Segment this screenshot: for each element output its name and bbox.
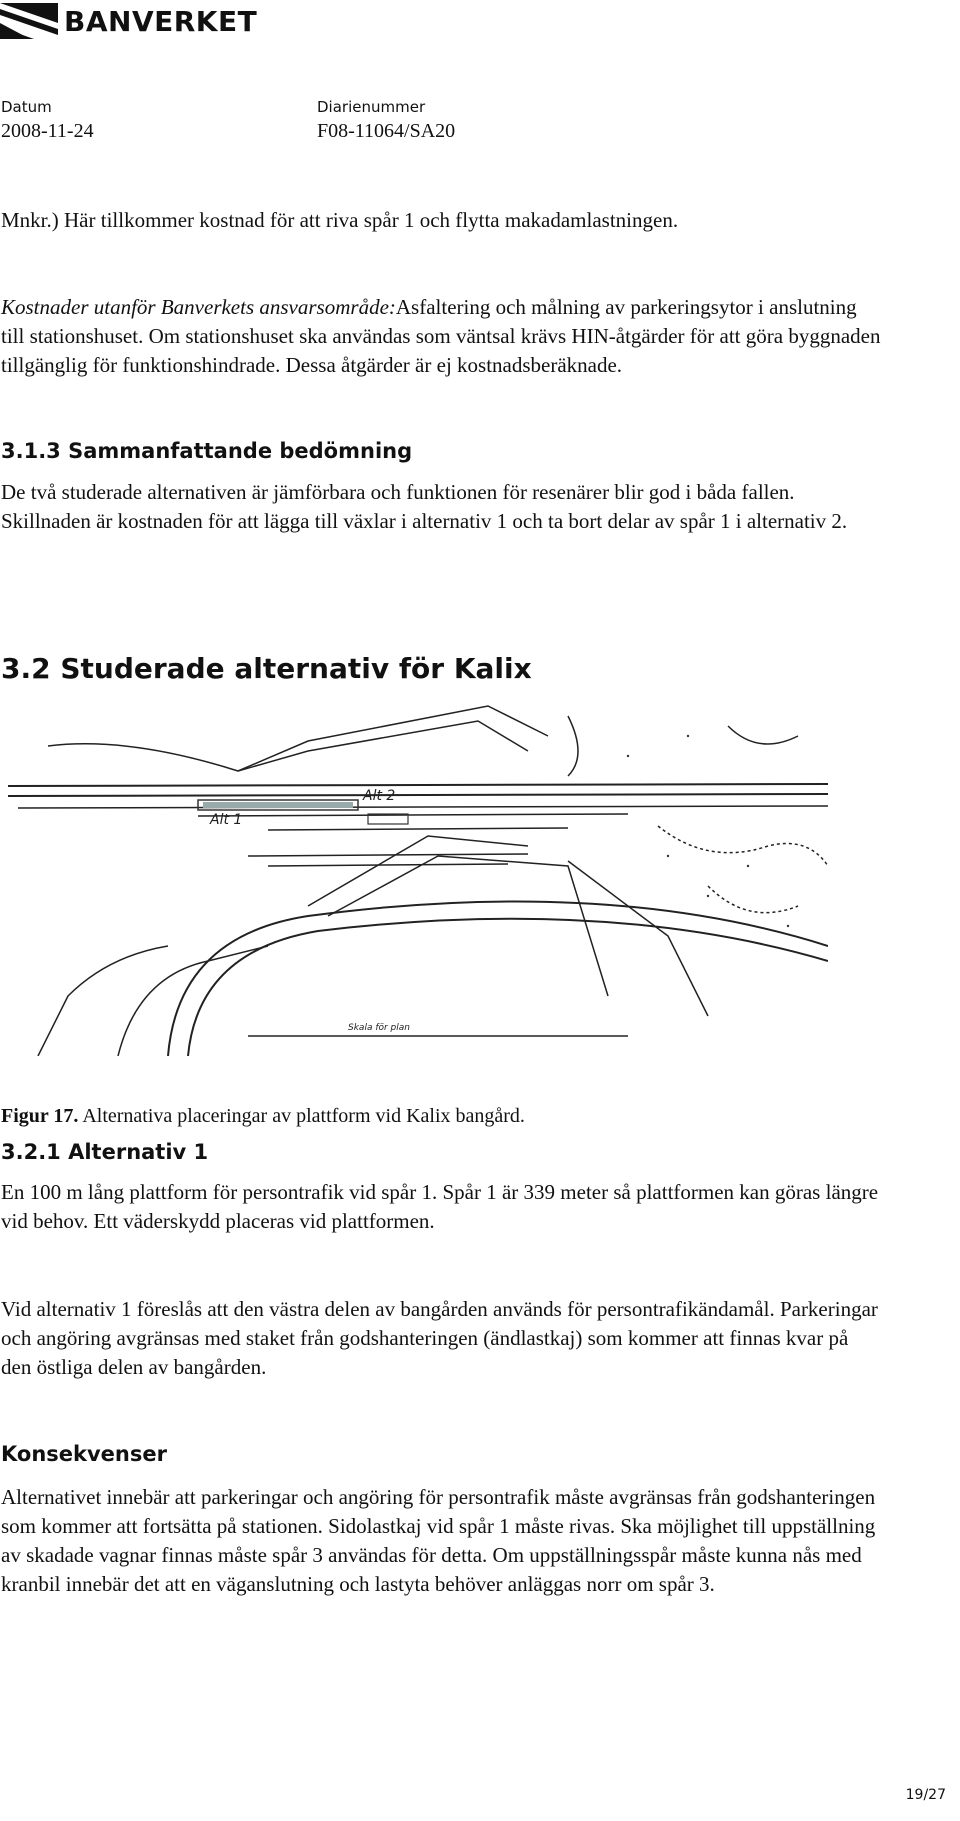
paragraph-summary: De två studerade alternativen är jämförbara och funktionen för resenärer blir god i båda fallen. Skillnaden är kostnaden för att lägga till växlar i alternativ 1 och ta bort delar av spår 1 i alternativ 2.: [1, 480, 848, 533]
page-number: 19/27: [905, 1787, 946, 1803]
paragraph-costs-outside-lead: Kostnader utanför Banverkets ansvarsområde:: [1, 295, 396, 319]
logo-text: BANVERKET: [64, 4, 258, 38]
figure-label-scale: Skala för plan: [348, 1023, 410, 1033]
paragraph-alternativ1-details: Vid alternativ 1 föreslås att den västra delen av bangården används för persontrafikändamål. Parkeringar och angöring avgränsas med staket från godshanteringen (ändlastkaj) som kommer att finnas kvar på den östliga delen av bangården.: [1, 1297, 878, 1379]
figure-label-alt2: Alt 2: [363, 788, 396, 804]
heading-3-1-3: 3.1.3 Sammanfattande bedömning: [1, 439, 413, 463]
diarienummer-value: F08-11064/SA20: [317, 120, 456, 142]
figure-caption-number: Figur 17.: [1, 1105, 79, 1127]
figure-label-alt1: Alt 1: [210, 812, 243, 828]
paragraph-cost-intro: Mnkr.) Här tillkommer kostnad för att riva spår 1 och flytta makadamlastningen.: [1, 208, 679, 232]
paragraph-alternativ1: En 100 m lång plattform för persontrafik vid spår 1. Spår 1 är 339 meter så plattformen kan göras längre vid behov. Ett väderskydd placeras vid plattformen.: [1, 1180, 879, 1233]
banverket-emblem-icon: [0, 1, 58, 41]
paragraph-costs-outside: [1, 293, 881, 380]
datum-value: 2008-11-24: [1, 120, 94, 142]
paragraph-costs-outside-text: Asfaltering och målning av parkeringsytor i anslutning till stationshuset. Om stationshuset ska användas som väntsal krävs HIN-åtgärder för att göra byggnaden tillgänglig för funktionshindrade. Dessa åtgärder är ej kostnadsberäknade.: [1, 295, 881, 377]
heading-3-2-1: 3.2.1 Alternativ 1: [1, 1140, 209, 1164]
heading-konsekvenser: Konsekvenser: [1, 1442, 167, 1466]
kalix-track-plan-figure: [8, 696, 828, 1056]
figure-caption-text: Alternativa placeringar av plattform vid Kalix bangård.: [78, 1105, 525, 1127]
datum-label: Datum: [1, 98, 52, 116]
paragraph-konsekvenser: Alternativet innebär att parkeringar och angöring för persontrafik måste avgränsas från godshanteringen som kommer att fortsätta på stationen. Sidolastkaj vid spår 1 måste rivas. Ska möjlighet till uppställning av skadade vagnar finnas måste spår 3 användas för detta. Om uppställningsspår måste kunna nås med kranbil innebär det att en väganslutning och lastyta behöver anläggas norr om spår 3.: [1, 1485, 876, 1596]
diarienummer-label: Diarienummer: [317, 98, 426, 116]
heading-3-2: 3.2 Studerade alternativ för Kalix: [1, 652, 532, 685]
figure-caption: [1, 1105, 525, 1128]
banverket-logo: [0, 0, 257, 42]
